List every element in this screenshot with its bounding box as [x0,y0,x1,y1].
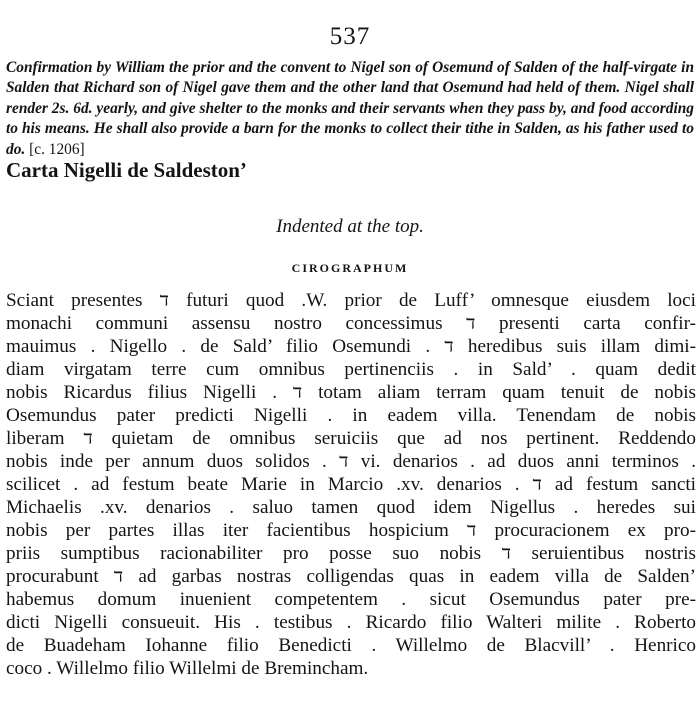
body-line: liberam ד quietam de omnibus seruiciis que ad nos pertinent. Reddendo [6,428,696,449]
body-line: habemus domum inuenient competentem . sicut Osemundus pater pre- [6,589,696,610]
body-line: nobis inde per annum duos solidos . ד vi. denarios . ad duos anni terminos . [6,451,697,472]
body-line: Michaelis .xv. denarios . saluo tamen quod idem Nigellus . heredes sui [6,497,696,518]
body-line: dicti Nigelli consueuit. His . testibus . Ricardo filio Walteri milite . Roberto [6,612,696,633]
body-line: Sciant presentes ד futuri quod .W. prior de Luff’ omnesque eiusdem loci [6,290,696,311]
charter-title: Carta Nigelli de Saldeston’ [6,158,247,182]
body-line: scilicet . ad festum beate Marie in Marcio .xv. denarios . ד ad festum sancti [6,474,697,495]
summary-text: Confirmation by William the prior and the convent to Nigel son of Osemund of Salden of the half-virgate in Salden that Richard son of Nigel gave them and the other land that Osemund had held of them. Nigel shall render 2s. 6d. yearly, and give shelter to the monks and their servants when they pass by, and food according to his means. He shall also provide a barn for the monks to collect their tithe in Salden, as his father used to do. [6,59,694,158]
body-line: Osemundus pater predicti Nigelli . in eadem villa. Tenendam de nobis [6,405,696,426]
body-line: nobis per partes illas iter facientibus hospicium ד procuracionem ex pro- [6,520,696,541]
page-number: 537 [329,23,371,50]
chirograph-heading: CIROGRAPHUM [291,261,409,275]
charter-summary [6,58,694,160]
body-line: procurabunt ד ad garbas nostras colligendas quas in eadem villa de Salden’ [6,566,696,587]
body-line: de Buadeham Iohanne filio Benedicti . Willelmo de Blacvill’ . Henrico [6,635,696,656]
body-line: priis sumptibus racionabiliter pro posse suo nobis ד seruientibus nostris [6,543,696,564]
body-line: monachi communi assensu nostro concessimus ד presenti carta confir- [6,313,697,334]
summary-date: [c. 1206] [29,140,85,158]
body-line: nobis Ricardus filius Nigelli . ד totam aliam terram quam tenuit de nobis [6,382,696,403]
indentation-note: Indented at the top. [276,216,424,237]
body-line: diam virgatam terre cum omnibus pertinenciis . in Sald’ . quam dedit [6,359,696,380]
body-line: coco . Willelmo filio Willelmi de Bremincham. [6,658,369,679]
body-line: mauimus . Nigello . de Sald’ filio Osemundi . ד heredibus suis illam dimi- [6,336,696,357]
charter-body [6,289,696,680]
